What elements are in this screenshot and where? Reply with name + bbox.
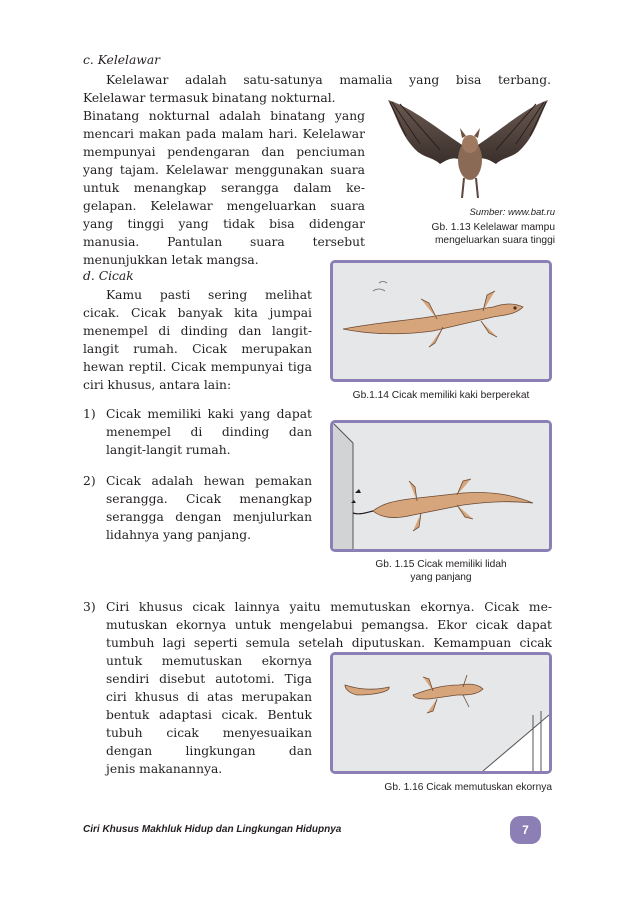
page-number: 7 [510,816,541,844]
gecko-paragraph-line: langit rumah. Cicak merupakan [83,342,312,356]
list-number: 2) [83,474,96,488]
bat-source-site: www.bat.ru [508,207,555,218]
bat-paragraph-line: mempunyai pendengaran dan penciuman [83,145,365,159]
footer-title: Ciri Khusus Makhluk Hidup dan Lingkungan Hidupnya [83,824,342,835]
bat-paragraph-line: Kelelawar termasuk binatang nokturnal. [83,91,336,105]
section-c-heading: c. Kelelawar [83,53,161,67]
bat-paragraph-line: yang tinggi yang tidak bisa didengar [83,217,365,231]
gecko-sticky-caption: Gb.1.14 Cicak memiliki kaki berperekat [352,390,530,401]
list-2-line: Cicak adalah hewan pemakan [106,474,312,488]
list-1-line: menempel di dinding dan [106,425,312,439]
figure-gecko-sticky [330,260,552,382]
list-2-line: serangga dengan menjulurkan [106,510,312,524]
list-3-line: Ciri khusus cicak lainnya yaitu memutuskan ekornya. Cicak me- [106,600,552,614]
gecko-paragraph-line: hewan reptil. Cicak mempunyai tiga [83,360,312,374]
bat-caption-line: Gb. 1.13 Kelelawar mampu [431,222,555,233]
bat-paragraph-line: Kelelawar adalah satu-satunya mamalia yang bisa terbang. [106,73,551,87]
bat-photo [384,94,552,202]
list-3-line: ciri khusus di atas merupakan [106,690,312,704]
gecko-paragraph-line: Kamu pasti sering melihat [106,288,312,302]
bat-paragraph-line: Binatang nokturnal adalah binatang yang [83,109,365,123]
bat-paragraph-line: manusia. Pantulan suara tersebut [83,235,365,249]
bat-paragraph-line: mencari makan pada malam hari. Kelelawar [83,127,365,141]
gecko-paragraph-line: menempel di dinding dan langit- [83,324,312,338]
list-2-line: serangga. Cicak menangkap [106,492,312,506]
list-3-line: dengan lingkungan dan [106,744,312,758]
list-2-line: lidahnya yang panjang. [106,528,252,542]
bat-paragraph-line: yang tajam. Kelelawar menggunakan suara [83,163,365,177]
section-d-heading: d. Cicak [83,269,134,283]
figure-gecko-tongue [330,420,552,552]
gecko-tongue-caption-line: yang panjang [410,572,472,583]
list-number: 3) [83,600,96,614]
list-number: 1) [83,407,96,421]
gecko-tail-caption: Gb. 1.16 Cicak memutuskan ekornya [384,782,552,793]
list-3-line: mutuskan ekornya untuk mengelabui pemangsa. Ekor cicak dapat [106,618,552,632]
figure-gecko-tail [330,652,552,774]
gecko-paragraph-line: ciri khusus, antara lain: [83,378,232,392]
list-3-line: sendiri disebut autotomi. Tiga [106,672,312,686]
gecko-tongue-caption-line: Gb. 1.15 Cicak memiliki lidah [375,559,507,570]
list-1-line: Cicak memiliki kaki yang dapat [106,407,312,421]
list-1-line: langit-langit rumah. [106,443,231,457]
list-3-line: untuk memutuskan ekornya [106,654,312,668]
bat-caption-line: mengeluarkan suara tinggi [434,235,555,246]
bat-paragraph-line: gelapan. Kelelawar mengeluarkan suara [83,199,365,213]
bat-paragraph-line: menunjukkan letak mangsa. [83,253,259,267]
gecko-paragraph-line: cicak. Cicak banyak kita jumpai [83,306,312,320]
bat-source-label: Sumber: [469,207,508,218]
list-3-line: bentuk adaptasi cicak. Bentuk [106,708,312,722]
bat-source [390,206,555,219]
list-3-line: tumbuh lagi seperti semula setelah diputuskan. Kemampuan cicak [106,636,552,650]
bat-paragraph-line: untuk menangkap serangga dalam ke- [83,181,365,195]
list-3-line: jenis makanannya. [106,762,223,776]
list-3-line: tubuh cicak menyesuaikan [106,726,312,740]
